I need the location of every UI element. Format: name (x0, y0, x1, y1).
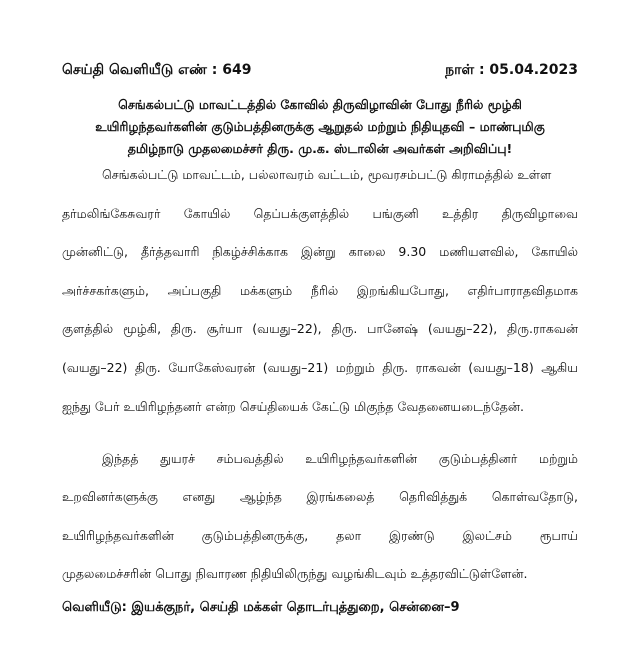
paragraph-1-line: (வயது–22) திரு. யோகேஸ்வரன் (வயது–21) மற்றும் திரு. ராகவன் (வயது–18) ஆகிய (62, 360, 578, 375)
paragraph-1-line: அர்ச்சகர்களும், அப்பகுதி மக்களும் நீரில் இறங்கியபோது, எதிர்பாராதவிதமாக (62, 283, 578, 298)
press-release-headline (40, 94, 600, 160)
paragraph-1-line: தர்மலிங்கேசுவரர் கோயில் தெப்பக்குளத்தில் பங்குனி உத்திர திருவிழாவை (62, 206, 578, 221)
paragraph-2-line: முதலமைச்சரின் பொது நிவாரண நிதியிலிருந்து வழங்கிடவும் உத்தரவிட்டுள்ளேன். (62, 566, 528, 581)
headline-line: தமிழ்நாடு முதலமைச்சர் திரு. மு.க. ஸ்டாலின் அவர்கள் அறிவிப்பு! (127, 141, 513, 156)
release-date: நாள் : 05.04.2023 (445, 62, 578, 78)
issued-by-footer: வெளியீடு: இயக்குநர், செய்தி மக்கள் தொடர்புத்துறை, சென்னை–9 (62, 600, 460, 615)
paragraph-1-line: ஐந்து பேர் உயிரிழந்தனர் என்ற செய்தியைக் கேட்டு மிகுந்த வேதனையடைந்தேன். (62, 399, 525, 414)
paragraph-1-line: முன்னிட்டு, தீர்த்தவாரி நிகழ்ச்சிக்காக இன்று காலை 9.30 மணியளவில், கோயில் (62, 244, 578, 259)
paragraph-1-line: செங்கல்பட்டு மாவட்டம், பல்லாவரம் வட்டம், மூவரசம்பட்டு கிராமத்தில் உள்ள (102, 167, 552, 182)
headline-line: செங்கல்பட்டு மாவட்டத்தில் கோவில் திருவிழாவின் போது நீரில் மூழ்கி (118, 97, 522, 112)
paragraph-1-line: குளத்தில் மூழ்கி, திரு. சூர்யா (வயது–22), திரு. பானேஷ் (வயது–22), திரு.ராகவன் (62, 321, 578, 336)
headline-line: உயிரிழந்தவர்களின் குடும்பத்தினருக்கு ஆறுதல் மற்றும் நிதியுதவி – மாண்புமிகு (95, 119, 545, 134)
paragraph-2-line: உறவினர்களுக்கு எனது ஆழ்ந்த இரங்கலைத் தெரிவித்துக் கொள்வதோடு, (62, 489, 578, 504)
release-number: செய்தி வெளியீடு எண் : 649 (62, 62, 252, 78)
paragraph-2-line: உயிரிழந்தவர்களின் குடும்பத்தினருக்கு, தலா இரண்டு இலட்சம் ரூபாய் (62, 528, 578, 543)
press-release-header (62, 62, 578, 84)
paragraph-2-line: இந்தத் துயரச் சம்பவத்தில் உயிரிழந்தவர்களின் குடும்பத்தினர் மற்றும் (102, 451, 578, 466)
